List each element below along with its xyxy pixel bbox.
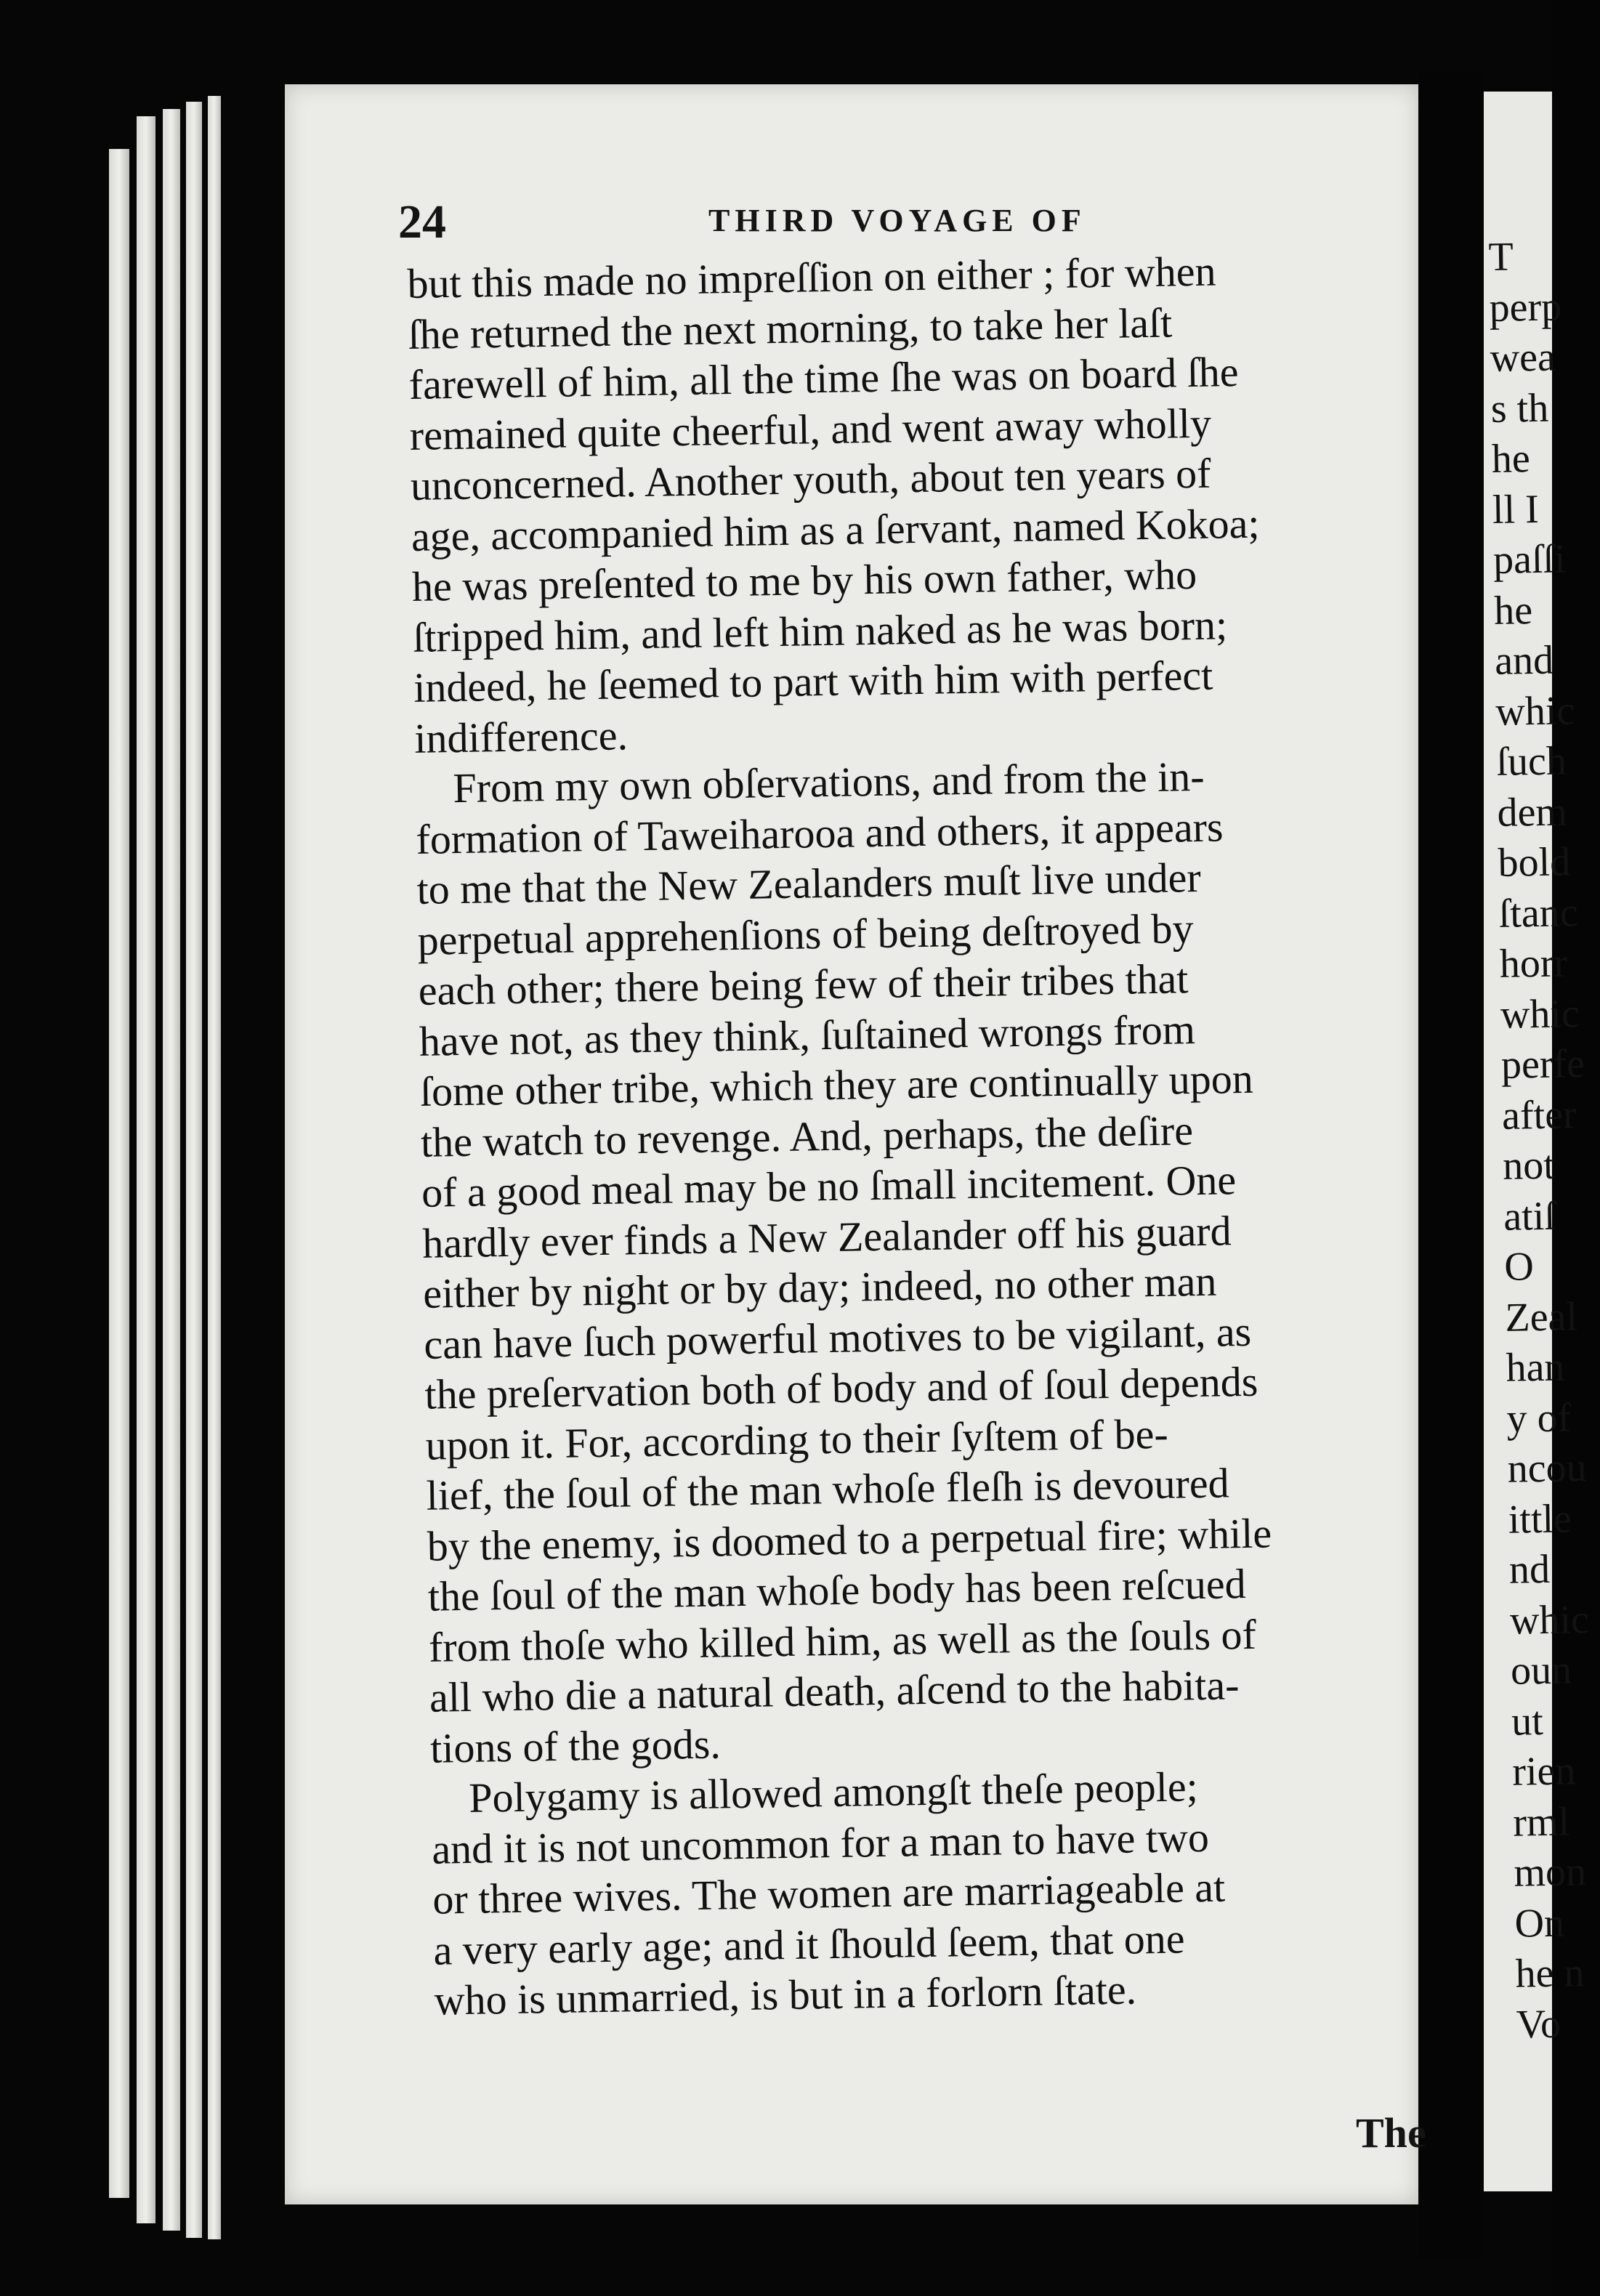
facing-page-fragment: atiſ bbox=[1503, 1193, 1556, 1240]
facing-page-fragment: he bbox=[1493, 587, 1533, 634]
page-edge bbox=[186, 102, 202, 2238]
text-line: lief, the ſoul of the man whoſe fleſh is devoured bbox=[426, 1459, 1230, 1519]
facing-page-fragment: he n bbox=[1515, 1950, 1585, 1997]
page-edge-stack bbox=[109, 149, 129, 2198]
facing-page-fragment: s th bbox=[1490, 385, 1549, 432]
facing-page-fragment: not bbox=[1502, 1142, 1556, 1189]
facing-page-fragment: perp bbox=[1489, 283, 1562, 331]
facing-page-fragment: he bbox=[1491, 436, 1531, 482]
text-line: formation of Taweiharooa and others, it appears bbox=[416, 802, 1224, 863]
text-line: farewell of him, all the time ſhe was on board ſhe bbox=[408, 348, 1240, 408]
facing-page-fragment: On bbox=[1514, 1900, 1565, 1947]
text-line: a very early age; and it ſhould ſeem, that one bbox=[433, 1914, 1185, 1974]
text-line: he was preſented to me by his own father, who bbox=[411, 550, 1197, 610]
text-line: but this made no impreſſion on either ; for when bbox=[407, 247, 1216, 307]
facing-page-fragment: whic bbox=[1500, 990, 1580, 1038]
facing-page-fragment: paſſi bbox=[1492, 536, 1567, 583]
text-line: Polygamy is allowed amongſt theſe people; bbox=[468, 1763, 1199, 1822]
facing-page-fragment: after bbox=[1501, 1091, 1577, 1139]
facing-page-fragment: ſtanc bbox=[1498, 889, 1579, 937]
facing-page-fragment: O bbox=[1503, 1244, 1535, 1290]
text-line: the ſoul of the man whoſe body has been reſcued bbox=[427, 1560, 1247, 1620]
facing-page-fragment: han bbox=[1506, 1344, 1565, 1391]
facing-page-fragment: whic bbox=[1509, 1596, 1590, 1644]
page-number: 24 bbox=[398, 195, 446, 248]
facing-page-fragment: nd bbox=[1508, 1546, 1551, 1593]
facing-page-fragment: ſuch bbox=[1495, 738, 1567, 785]
facing-page-fragment: Vo bbox=[1516, 2001, 1561, 2048]
facing-page-fragment: perfe bbox=[1500, 1041, 1585, 1088]
facing-page-fragment: wea bbox=[1490, 334, 1556, 381]
facing-page-fragment: mon bbox=[1513, 1849, 1587, 1896]
text-line: remained quite cheerful, and went away wholly bbox=[409, 399, 1212, 459]
facing-page-fragment: ut bbox=[1511, 1698, 1544, 1745]
text-line: ſome other tribe, which they are continually upon bbox=[419, 1054, 1254, 1115]
text-line: unconcerned. Another youth, about ten years of bbox=[410, 449, 1211, 509]
text-line: each other; there being few of their tribes that bbox=[418, 955, 1189, 1014]
text-line: can have ſuch powerful motives to be vigilant, as bbox=[423, 1307, 1252, 1368]
facing-page-fragment: dem bbox=[1497, 788, 1568, 836]
text-line: who is unmarried, is but in a forlorn ſtate. bbox=[434, 1965, 1137, 2024]
text-line: or three wives. The women are marriageable at bbox=[432, 1863, 1226, 1923]
text-line: age, accompanied him as a ſervant, named Kokoa; bbox=[411, 499, 1260, 560]
text-line: perpetual apprehenſions of being deſtroyed by bbox=[417, 904, 1194, 964]
facing-page-fragment: ittle bbox=[1508, 1495, 1572, 1543]
text-line: to me that the New Zealanders muſt live under bbox=[416, 853, 1202, 913]
page-edge bbox=[208, 96, 221, 2239]
catchword: The bbox=[1356, 2109, 1426, 2156]
text-line: ſhe returned the next morning, to take her laſt bbox=[408, 298, 1173, 358]
text-line: From my own obſervations, and from the in- bbox=[452, 752, 1205, 812]
facing-page-fragment: ncou bbox=[1507, 1445, 1588, 1492]
text-line: indeed, he ſeemed to part with him with perfect bbox=[413, 651, 1213, 711]
text-line: from thoſe who killed him, as well as the ſouls of bbox=[428, 1610, 1257, 1671]
page-edge bbox=[137, 116, 155, 2223]
text-line: have not, as they think, ſuſtained wrongs from bbox=[419, 1005, 1196, 1065]
facing-page-fragment: ll I bbox=[1492, 486, 1540, 533]
facing-page-fragment: T bbox=[1488, 234, 1514, 280]
facing-page-fragment: oun bbox=[1510, 1647, 1572, 1694]
text-line: either by night or by day; indeed, no other man bbox=[422, 1257, 1217, 1317]
text-line: the watch to revenge. And, perhaps, the deſire bbox=[420, 1106, 1194, 1166]
text-line: hardly ever finds a New Zealander off his guard bbox=[421, 1206, 1232, 1267]
facing-page-fragment: rml bbox=[1512, 1799, 1570, 1846]
body-text bbox=[407, 243, 1452, 2026]
running-title: THIRD VOYAGE OF bbox=[708, 203, 1086, 238]
page-edge bbox=[163, 109, 180, 2231]
text-line: ſtripped him, and left him naked as he was born; bbox=[412, 600, 1228, 661]
text-line: indifference. bbox=[413, 711, 629, 762]
facing-page-fragment: y of bbox=[1506, 1394, 1572, 1442]
facing-page-fragment: whic bbox=[1495, 687, 1575, 735]
text-line: by the enemy, is doomed to a perpetual fire; while bbox=[427, 1509, 1272, 1570]
text-line: and it is not uncommon for a man to have two bbox=[431, 1813, 1210, 1873]
facing-page-fragment: Zeal bbox=[1504, 1293, 1578, 1341]
text-line: of a good meal may be no ſmall incitement. One bbox=[421, 1156, 1237, 1216]
text-line: upon it. For, according to their ſyſtem of be- bbox=[425, 1410, 1169, 1469]
facing-page-fragment: bold bbox=[1498, 839, 1571, 886]
text-line: all who die a natural death, aſcend to the habita- bbox=[429, 1661, 1240, 1721]
facing-page-fragment: rien bbox=[1511, 1748, 1576, 1795]
text-line: the preſervation both of body and of ſoul depends bbox=[424, 1357, 1258, 1418]
text-line: tions of the gods. bbox=[429, 1719, 722, 1772]
facing-page-fragment: and bbox=[1494, 637, 1554, 684]
facing-page-fragment: horr bbox=[1499, 940, 1568, 987]
